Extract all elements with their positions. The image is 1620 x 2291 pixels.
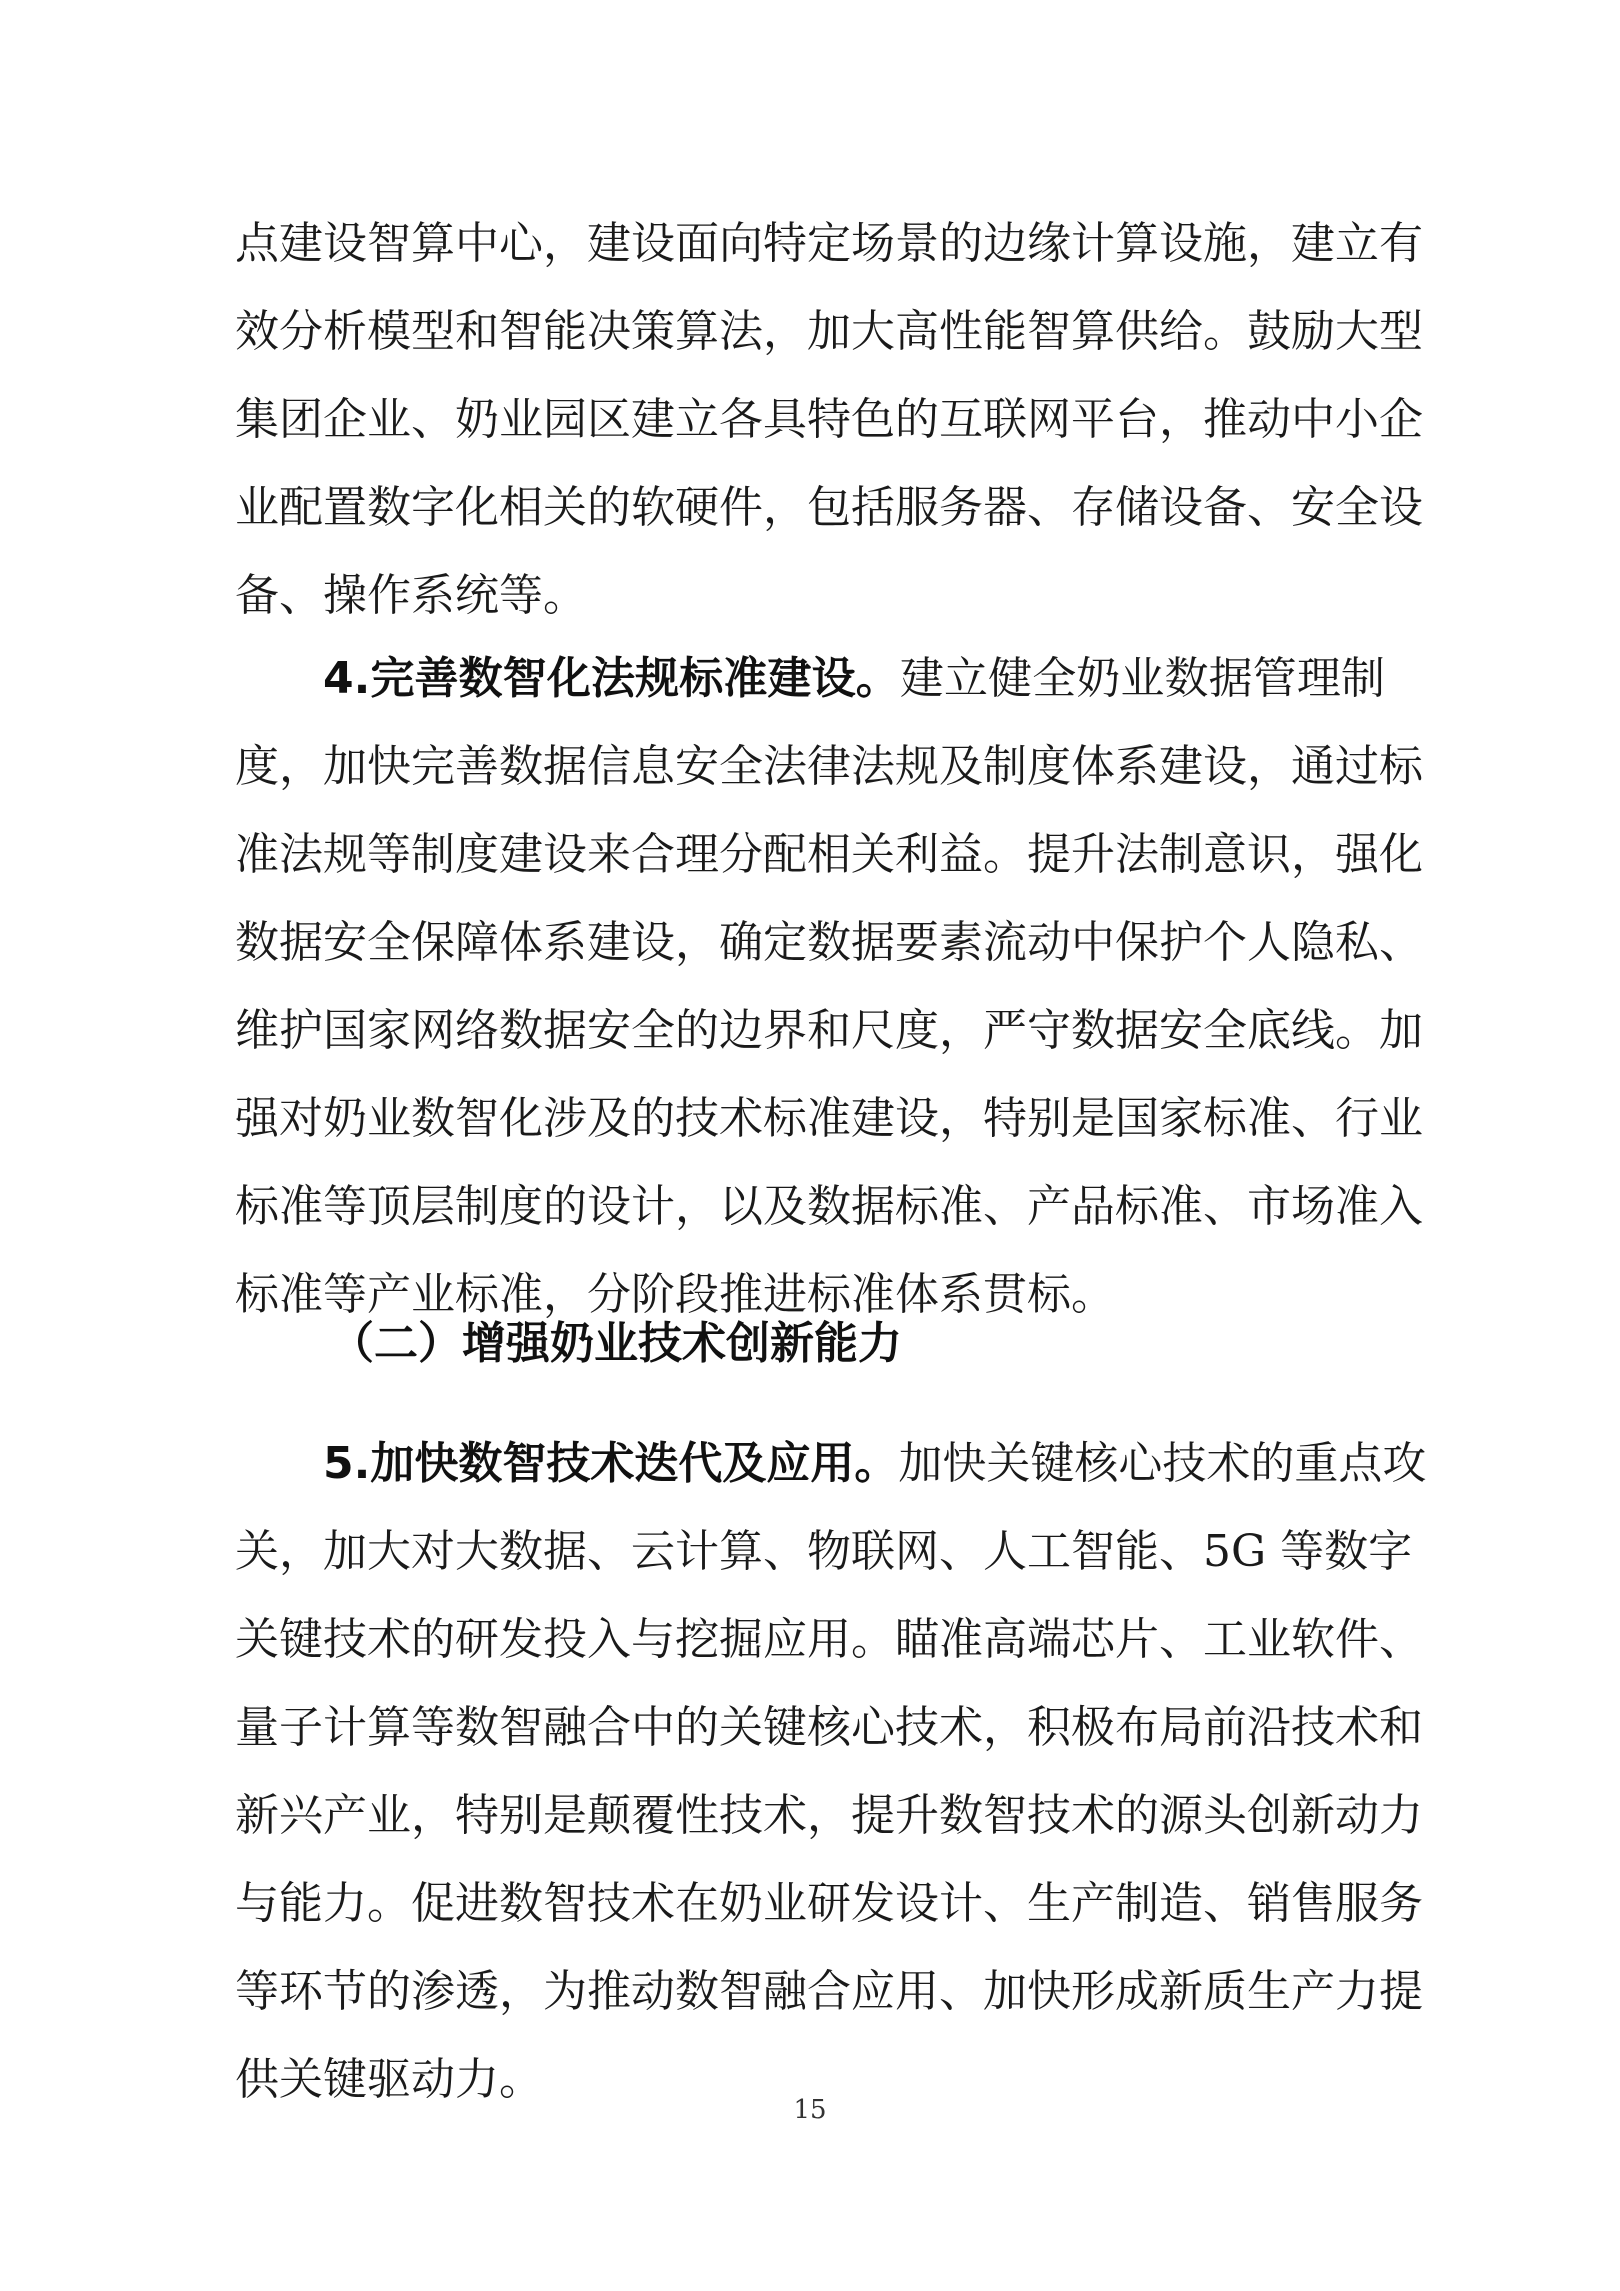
- text-line: 标准等产业标准，分阶段推进标准体系贯标。: [235, 1269, 1115, 1320]
- text-line: 量子计算等数智融合中的关键核心技术，积极布局前沿技术和: [235, 1702, 1423, 1753]
- item-4-first-line-rest: 建立健全奶业数据管理制: [899, 653, 1385, 704]
- page-number: 15: [793, 2095, 827, 2125]
- continuation-paragraph: [235, 200, 1423, 640]
- text-line: 关键技术的研发投入与挖掘应用。瞄准高端芯片、工业软件、: [235, 1614, 1423, 1665]
- text-line: 等环节的渗透，为推动数智融合应用、加快形成新质生产力提: [235, 1966, 1423, 2017]
- text-line: 关，加大对大数据、云计算、物联网、人工智能、5G 等数字: [235, 1526, 1413, 1577]
- item-5-paragraph: [235, 1420, 1427, 2124]
- text-line: 新兴产业，特别是颠覆性技术，提升数智技术的源头创新动力: [235, 1790, 1423, 1841]
- item-5-first-line-rest: 加快关键核心技术的重点攻: [898, 1438, 1427, 1489]
- text-line: 集团企业、奶业园区建立各具特色的互联网平台，推动中小企: [235, 394, 1423, 445]
- section-heading: （二）增强奶业技术创新能力: [330, 1318, 902, 1369]
- item-4-paragraph: [235, 635, 1423, 1339]
- text-line: 供关键驱动力。: [235, 2054, 543, 2105]
- text-line: 数据安全保障体系建设，确定数据要素流动中保护个人隐私、: [235, 917, 1423, 968]
- text-line: 度，加快完善数据信息安全法律法规及制度体系建设，通过标: [235, 741, 1423, 792]
- item-5-lead: 5.加快数智技术迭代及应用。: [323, 1438, 899, 1489]
- item-4-lead: 4.完善数智化法规标准建设。: [323, 653, 900, 704]
- text-line: 标准等顶层制度的设计，以及数据标准、产品标准、市场准入: [235, 1181, 1423, 1232]
- text-line: 与能力。促进数智技术在奶业研发设计、生产制造、销售服务: [235, 1878, 1423, 1929]
- text-line: 点建设智算中心，建设面向特定场景的边缘计算设施，建立有: [235, 218, 1423, 269]
- text-line: 准法规等制度建设来合理分配相关利益。提升法制意识，强化: [235, 829, 1423, 880]
- text-line: 维护国家网络数据安全的边界和尺度，严守数据安全底线。加: [235, 1005, 1423, 1056]
- text-line-first: [235, 635, 1385, 723]
- text-line: 效分析模型和智能决策算法，加大高性能智算供给。鼓励大型: [235, 306, 1423, 357]
- text-line: 备、操作系统等。: [235, 570, 587, 621]
- text-line: 业配置数字化相关的软硬件，包括服务器、存储设备、安全设: [235, 482, 1423, 533]
- text-line-first: [235, 1420, 1427, 1508]
- text-line: 强对奶业数智化涉及的技术标准建设，特别是国家标准、行业: [235, 1093, 1423, 1144]
